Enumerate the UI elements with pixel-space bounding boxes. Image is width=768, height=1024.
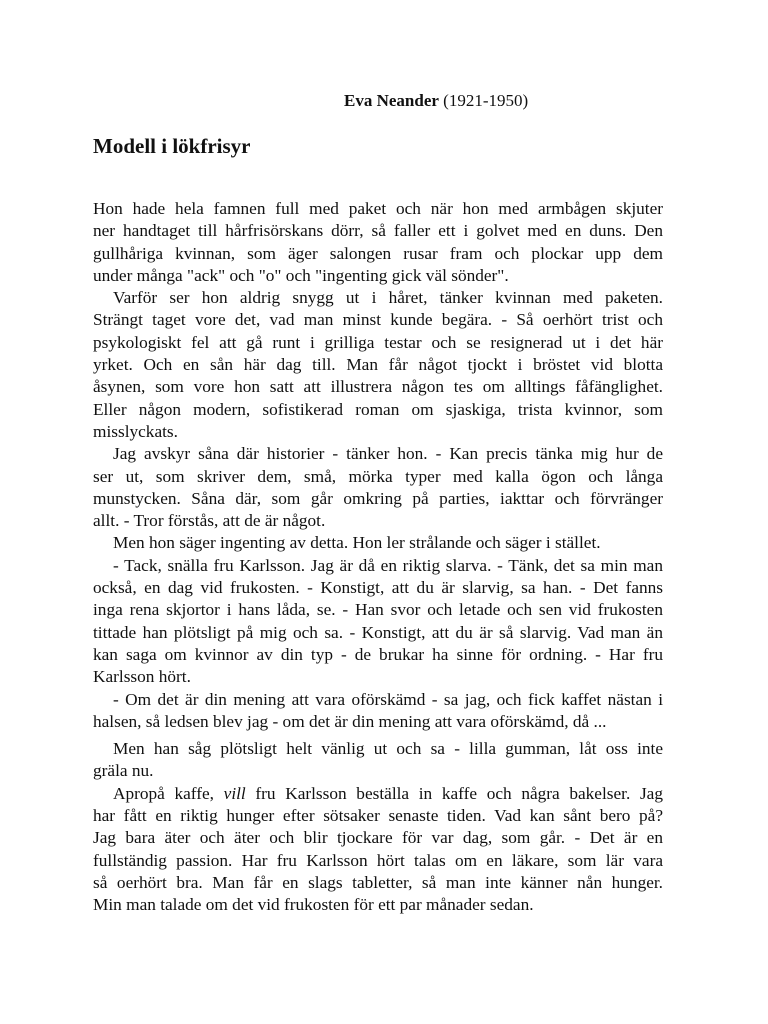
- story-body: [93, 198, 663, 917]
- author-years: (1921-1950): [443, 91, 529, 110]
- text-line: Men hon säger ingenting av detta. Hon ler strålande och säger i stället.: [113, 533, 601, 553]
- author-name: Eva Neander: [344, 91, 439, 110]
- text-line: allt. - Tror förstås, att de är något.: [93, 511, 326, 531]
- text-line: Min man talade om det vid frukosten för ett par månader sedan.: [93, 895, 534, 915]
- paragraph: [93, 783, 663, 917]
- text-line: ner handtaget till hårfrisörskans dörr, så faller ett i golvet med en duns. Den: [93, 221, 663, 241]
- text-line: Jag bara äter och äter och blir tjockare för var dag, som går. - Det är en: [93, 828, 663, 848]
- text-line: också, en dag vid frukosten. - Konstigt, att du är slarvig, sa han. - Det fanns: [93, 578, 663, 598]
- text-line: under många "ack" och "o" och "ingenting gick väl sönder".: [93, 265, 509, 285]
- text-line: kan saga om kvinnor av din typ - de brukar ha sinne för ordning. - Har fru: [93, 644, 663, 664]
- text-line: yrket. Och en sån här dag till. Man får något tjockt i bröstet vid blotta: [93, 355, 663, 375]
- text-line: ser ut, som skriver dem, små, mörka typer med kalla ögon och långa: [93, 466, 663, 486]
- text-line: - Om det är din mening att vara oförskämd - sa jag, och fick kaffet nästan i: [113, 689, 663, 709]
- text-line: Jag avskyr såna där historier - tänker hon. - Kan precis tänka mig hur de: [113, 444, 663, 464]
- text-line: - Tack, snälla fru Karlsson. Jag är då en riktig slarva. - Tänk, det sa min man: [113, 555, 663, 575]
- text-line: misslyckats.: [93, 421, 178, 441]
- text-line: Men han såg plötsligt helt vänlig ut och sa - lilla gumman, låt oss inte: [113, 739, 663, 759]
- text-line: åsynen, som vore hon satt att illustrera någon tes om alltings fåfänglighet.: [93, 377, 663, 397]
- text-line: har fått en riktig hunger efter sötsaker senaste tiden. Vad kan sånt bero på?: [93, 806, 663, 826]
- emphasized-word: vill: [223, 783, 246, 803]
- text-line: halsen, så ledsen blev jag - om det är din mening att vara oförskämd, då ...: [93, 711, 607, 731]
- text-line: Eller någon modern, sofistikerad roman om sjaskiga, trista kvinnor, som: [93, 399, 663, 419]
- text-line: fullständig passion. Har fru Karlsson hört talas om en läkare, som lär vara: [93, 850, 663, 870]
- text-line: munstycken. Såna där, som går omkring på parties, iakttar och förvränger: [93, 488, 663, 508]
- text-line: så oerhört bra. Man får en slags tabletter, så man inte känner nån hunger.: [93, 872, 663, 892]
- paragraph: [93, 555, 663, 689]
- paragraph: [93, 532, 663, 554]
- paragraph: [93, 198, 663, 287]
- paragraph: [93, 287, 663, 443]
- text-line: inga rena skjortor i hans låda, se. - Han svor och letade och sen vid frukosten: [93, 600, 663, 620]
- author-line: [344, 90, 528, 112]
- paragraph: [93, 689, 663, 734]
- story-title: Modell i lökfrisyr: [93, 134, 251, 158]
- text-line: Varför ser hon aldrig snygg ut i håret, tänker kvinnan med paketen.: [113, 288, 663, 308]
- text-line: Hon hade hela famnen full med paket och när hon med armbågen skjuter: [93, 199, 663, 218]
- text-line: Apropå kaffe, vill fru Karlsson beställa in kaffe och några bakelser. Jag: [113, 783, 663, 803]
- text-line: Karlsson hört.: [93, 667, 191, 687]
- paragraph: [93, 738, 663, 783]
- paragraph: [93, 443, 663, 532]
- text-line: gräla nu.: [93, 761, 154, 781]
- text-line: Strängt taget vore det, vad man minst kunde begära. - Så oerhört trist och: [93, 310, 663, 330]
- text-line: tittade han plötsligt på mig och sa. - Konstigt, att du är så slarvig. Vad man än: [93, 622, 663, 642]
- text-line: psykologiskt fel att gå runt i grilliga testar och se resignerad ut i det här: [93, 332, 663, 352]
- text-line: gullhåriga kvinnan, som äger salongen rusar fram och plockar upp dem: [93, 243, 663, 263]
